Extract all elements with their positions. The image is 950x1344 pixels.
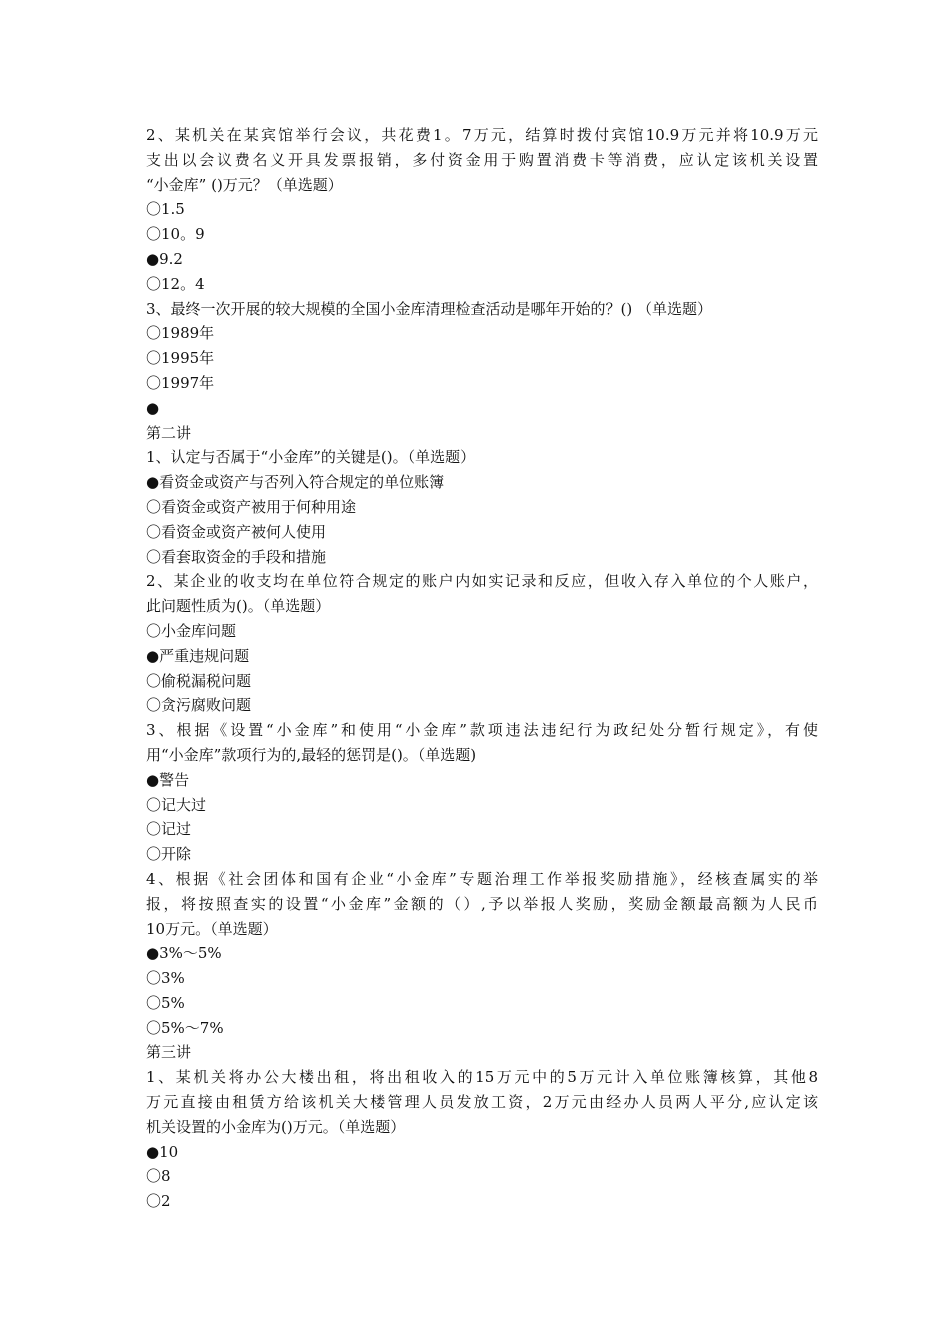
text-line: 〇5%～7% [146, 1018, 224, 1037]
text-line: 用“小金库”款项行为的,最轻的惩罚是()。（单选题) [146, 745, 477, 764]
text-line: ●10 [146, 1142, 179, 1161]
text-line: 此问题性质为()。（单选题） [146, 597, 331, 616]
text-line: 〇贪污腐败问题 [146, 696, 252, 715]
text-line: 机关设置的小金库为()万元。（单选题） [146, 1117, 406, 1136]
text-line: ●警告 [146, 770, 190, 789]
text-line: 〇看资金或资产被用于何种用途 [146, 497, 357, 516]
text-line: 4、根据《社会团体和国有企业“小金库”专题治理工作举报奖励措施》，经核查属实的举 [146, 869, 818, 888]
text-line: 10万元。（单选题） [146, 919, 278, 938]
text-line: 〇3% [146, 969, 185, 988]
text-line: ●严重违规问题 [146, 646, 250, 665]
text-line: 2、某企业的收支均在单位符合规定的账户内如实记录和反应，但收入存入单位的个人账户， [146, 572, 818, 591]
text-line: ●看资金或资产与否列入符合规定的单位账簿 [146, 473, 445, 492]
text-line: 2、某机关在某宾馆举行会议，共花费1。7万元，结算时拨付宾馆10.9万元并将10.9万元 [146, 126, 818, 144]
text-line: 第三讲 [146, 1043, 192, 1062]
text-line: 〇5% [146, 993, 185, 1012]
text-line: 〇开除 [146, 845, 192, 864]
text-line: 3、根据《设置“小金库”和使用“小金库”款项违法违纪行为政纪处分暂行规定》，有使 [146, 721, 818, 740]
text-line: 〇8 [146, 1167, 171, 1186]
text-line: 3、最终一次开展的较大规模的全国小金库清理检查活动是哪年开始的？() （单选题） [146, 299, 713, 318]
text-line: 〇12。4 [146, 274, 205, 293]
text-line: 〇小金库问题 [146, 621, 237, 640]
text-line: ● [146, 398, 160, 417]
text-line: 第二讲 [146, 423, 192, 442]
text-line: “小金库” ()万元？（单选题） [146, 175, 343, 194]
text-line: ●3%～5% [146, 944, 222, 963]
text-line: 万元直接由租赁方给该机关大楼管理人员发放工资，2万元由经办人员两人平分,应认定该 [146, 1093, 818, 1112]
text-line: 〇看资金或资产被何人使用 [146, 522, 327, 541]
text-line: 1、某机关将办公大楼出租，将出租收入的15万元中的5万元计入单位账簿核算，其他8 [146, 1068, 818, 1087]
text-line: 〇看套取资金的手段和措施 [146, 547, 327, 566]
text-line: 〇1997年 [146, 373, 215, 392]
text-line: 〇记过 [146, 820, 192, 839]
text-line: 〇2 [146, 1192, 171, 1211]
text-line: 〇10。9 [146, 225, 205, 244]
text-line: 〇1989年 [146, 324, 215, 343]
text-line: 支出以会议费名义开具发票报销，多付资金用于购置消费卡等消费，应认定该机关设置 [146, 150, 818, 169]
text-line: 1、认定与否属于“小金库”的关键是()。（单选题） [146, 448, 476, 467]
text-line: 〇记大过 [146, 795, 207, 814]
text-line: 〇偷税漏税问题 [146, 671, 252, 690]
text-line: 〇1.5 [146, 200, 185, 219]
document-page [146, 123, 818, 1214]
text-line: ●9.2 [146, 249, 183, 268]
text-line: 〇1995年 [146, 349, 215, 368]
text-line: 报，将按照查实的设置“小金库”金额的（）,予以举报人奖励，奖励金额最高额为人民币 [146, 894, 818, 913]
